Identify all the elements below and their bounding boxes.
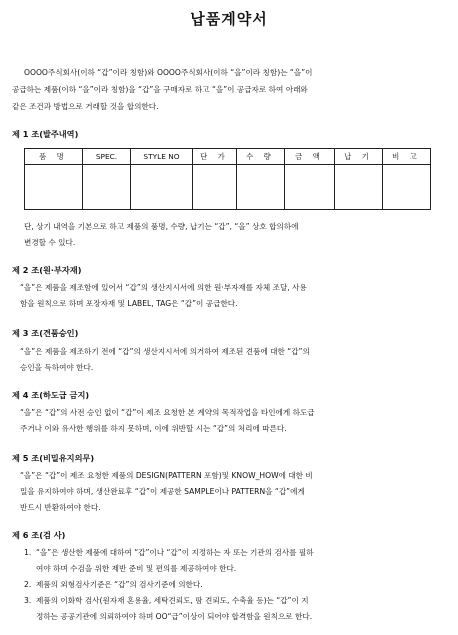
list-item-continuation: 여야 하며 수검을 위한 제반 준비 및 편의를 제공하여야 한다. <box>36 564 237 573</box>
table-header-cell: 품 명 <box>25 149 83 165</box>
table-cell <box>383 165 431 210</box>
table-cell <box>335 165 383 210</box>
list-item-text: 제품의 외형검사기준은 “갑”의 검사기준에 의한다. <box>36 580 203 589</box>
article-5-heading: 제 5 조(비밀유지의무) <box>12 453 95 463</box>
article-4-line-1: “을”은 “갑”의 사전 승인 없이 “갑”이 제조 요청한 본 계약의 목적작업을 타인에게 하도급 <box>20 408 315 417</box>
article-6-heading: 제 6 조(검 사) <box>12 530 66 540</box>
list-item-number: 3. <box>24 596 32 605</box>
article-2-heading: 제 2 조(원·부자재) <box>12 265 82 275</box>
list-item <box>24 545 314 561</box>
article-5-line-2: 밀을 유지하여야 하며, 생산완료후 “갑”이 제공한 SAMPLE이나 PATTERN을 “갑”에게 <box>20 487 305 496</box>
table-row <box>25 165 431 210</box>
article-3-heading: 제 3 조(견품승인) <box>12 328 79 338</box>
list-item <box>24 593 314 609</box>
article-5-line-1: “을”은 “갑”이 제조 요청한 제품의 DESIGN(PATTERN 포함)및 KNOW_HOW에 대한 비 <box>20 471 313 480</box>
table-header-cell: 단 가 <box>193 149 237 165</box>
list-item <box>24 577 314 593</box>
article-1-heading: 제 1 조(발주내역) <box>12 129 79 139</box>
article-3-line-2: 승인을 득하여야 한다. <box>20 363 94 372</box>
document-title: 납품계약서 <box>190 10 268 28</box>
table-cell <box>237 165 285 210</box>
article-1-line-1: 단, 상기 내역을 기본으로 하고 제품의 품명, 수량, 납기는 “갑”, “을” 상호 합의하에 <box>24 222 299 231</box>
table-cell <box>25 165 83 210</box>
article-2-line-2: 함을 원칙으로 하며 포장자재 및 LABEL, TAG은 “갑”이 공급한다. <box>20 299 238 308</box>
intro-line-3: 같은 조건과 방법으로 거래할 것을 합의한다. <box>12 102 159 111</box>
table-cell <box>285 165 335 210</box>
list-item-text: “을”은 생산한 제품에 대하여 “갑”이나 “갑”이 지정하는 자 또는 기관의 검사를 필하 <box>36 548 314 557</box>
table-header-cell: 수 량 <box>237 149 285 165</box>
table-header-cell: 납 기 <box>335 149 383 165</box>
table-header-cell: STYLE NO <box>131 149 193 165</box>
table-header-cell: SPEC. <box>83 149 131 165</box>
table-cell <box>193 165 237 210</box>
list-item-number: 2. <box>24 580 32 589</box>
list-item-number: 1. <box>24 548 32 557</box>
article-4-heading: 제 4 조(하도급 금지) <box>12 390 90 400</box>
order-items-table <box>24 148 431 210</box>
article-6-list <box>24 545 314 625</box>
list-item-text: 제품의 이화학 검사(원자재 혼용율, 세탁견뢰도, 땀 견뢰도, 수축율 등)는 “갑”이 지 <box>36 596 309 605</box>
table-header-cell: 비 고 <box>383 149 431 165</box>
article-4-line-2: 주거나 이와 유사한 행위를 하지 못하며, 이에 위반할 시는 “갑”의 처리에 따른다. <box>20 424 287 433</box>
article-1-line-2: 변경할 수 있다. <box>24 238 76 247</box>
table-cell <box>131 165 193 210</box>
article-2-line-1: “을”은 제품을 제조함에 있어서 “갑”의 생산지시서에 의한 원·부자재를 자체 조달, 사용 <box>20 283 307 292</box>
article-5-line-3: 반드시 반환하여야 한다. <box>20 503 101 512</box>
intro-line-2: 공급하는 제품(이하 “을”이라 칭함)을 “갑”을 구매자로 하고 “을”이 공급자로 하여 아래와 <box>12 85 308 94</box>
intro-line-1: OOOO주식회사(이하 “갑”이라 칭함)와 OOOO주식회사(이하 “을”이라 칭함)는 “을”이 <box>24 68 313 77</box>
list-item-continuation: 정하는 공공기관에 의뢰하여야 하며 OO“급”이상이 되어야 합격함을 원칙으로 한다. <box>36 612 313 621</box>
table-cell <box>83 165 131 210</box>
table-header-row <box>25 149 431 165</box>
article-3-line-1: “을”은 제품을 제조하기 전에 “갑”의 생산지시서에 의거하여 제조된 견품에 대한 “갑”의 <box>20 347 310 356</box>
table-header-cell: 금 액 <box>285 149 335 165</box>
